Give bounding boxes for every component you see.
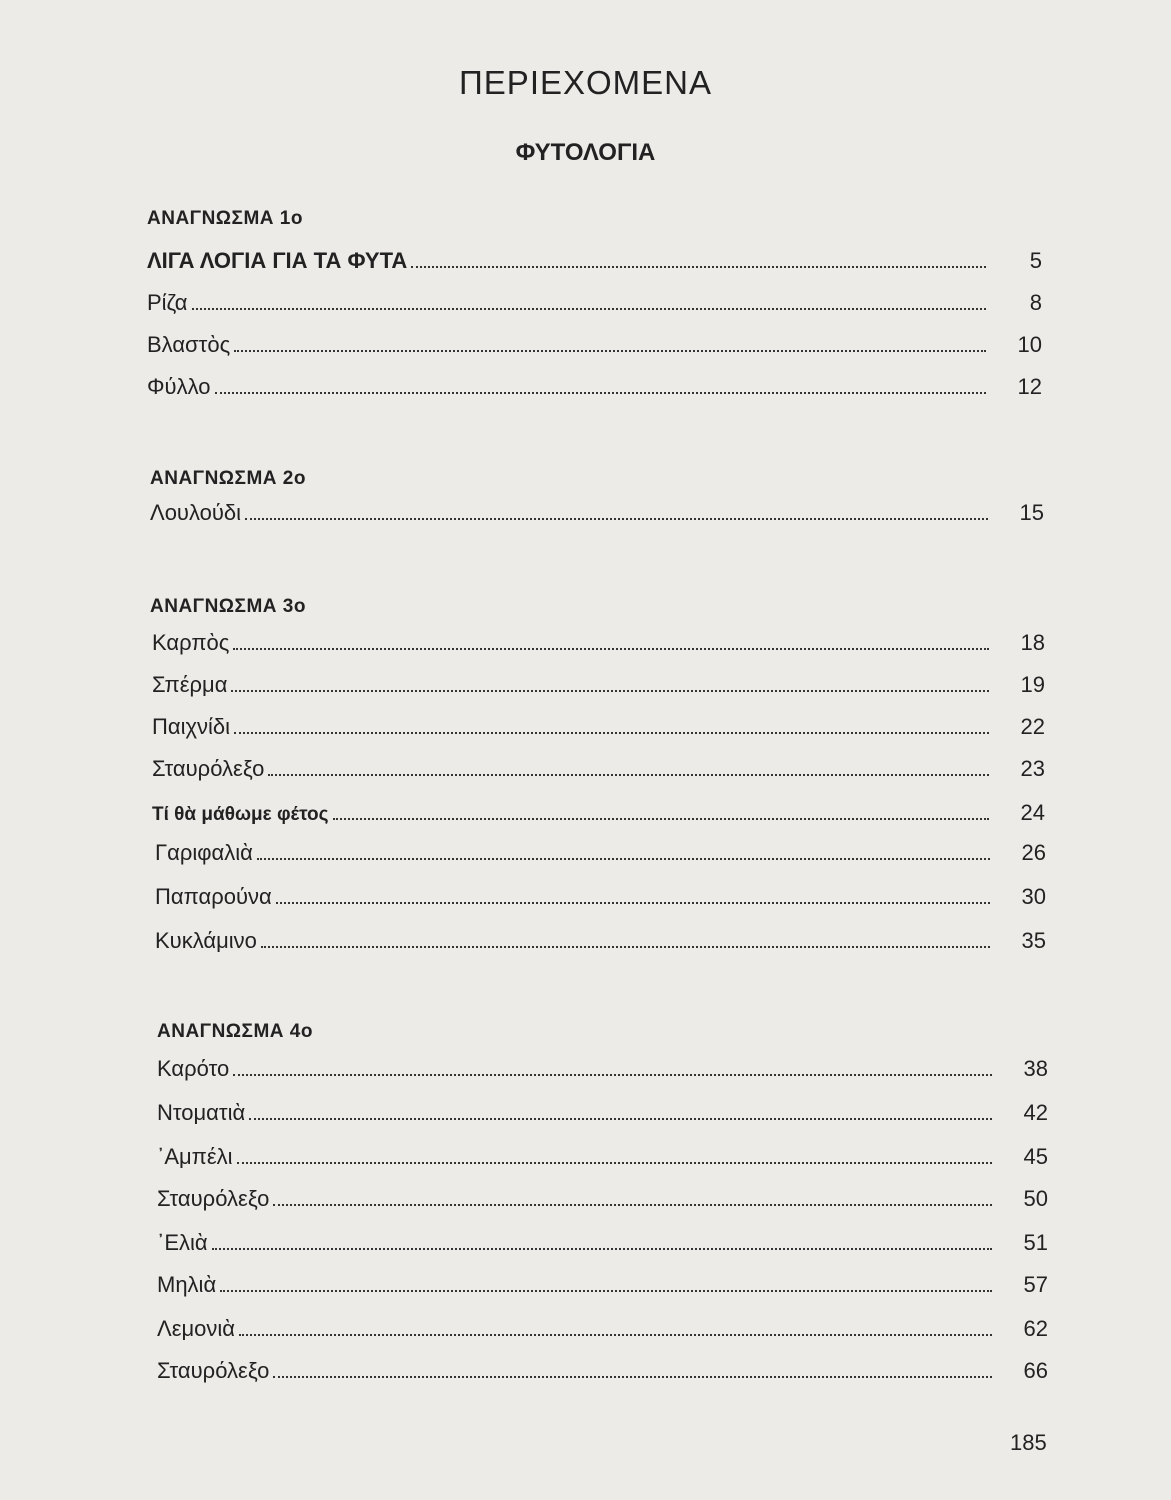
toc-entry-label: Σταυρόλεξο (157, 1358, 270, 1383)
toc-entry-label: Σταυρόλεξο (157, 1186, 270, 1211)
toc-entry-label: Σταυρόλεξο (152, 756, 265, 781)
leader-dots (249, 1118, 992, 1120)
toc-entry[interactable] (157, 1186, 1048, 1212)
leader-dots (234, 732, 989, 734)
page-subtitle: ΦΥΤΟΛΟΓΙΑ (515, 139, 656, 166)
toc-entry[interactable] (152, 672, 1045, 698)
toc-entry-label: ΛΙΓΑ ΛΟΓΙΑ ΓΙΑ ΤΑ ΦΥΤΑ (147, 248, 408, 273)
toc-entry[interactable] (157, 1056, 1048, 1082)
toc-entry[interactable] (152, 800, 1045, 826)
toc-entry[interactable] (150, 500, 1044, 526)
toc-entry-label: Λεμονιὰ (157, 1316, 236, 1341)
toc-entry-label: ᾿Αμπέλι (157, 1144, 233, 1169)
toc-entry-page: 24 (1020, 800, 1045, 825)
toc-entry-page: 30 (1021, 884, 1046, 909)
section-heading: ΑΝΑΓΝΩΣΜΑ 2ο (150, 468, 306, 489)
toc-entry-page: 45 (1023, 1144, 1048, 1169)
toc-entry-label: Παπαρούνα (155, 884, 272, 909)
leader-dots (231, 690, 989, 692)
toc-entry[interactable] (157, 1100, 1048, 1126)
toc-entry[interactable] (157, 1316, 1048, 1342)
toc-entry[interactable] (157, 1358, 1048, 1384)
leader-dots (245, 518, 988, 520)
leader-dots (215, 392, 987, 394)
toc-entry-page: 10 (1017, 332, 1042, 357)
toc-entry-page: 22 (1020, 714, 1045, 739)
toc-entry[interactable] (152, 714, 1045, 740)
toc-entry-label: Λουλούδι (150, 500, 242, 525)
toc-entry-page: 51 (1023, 1230, 1048, 1255)
leader-dots (273, 1376, 992, 1378)
toc-entry[interactable] (147, 248, 1042, 274)
leader-dots (220, 1290, 992, 1292)
leader-dots (192, 308, 986, 310)
toc-entry[interactable] (157, 1144, 1048, 1170)
section-heading: ΑΝΑΓΝΩΣΜΑ 4ο (157, 1021, 313, 1042)
leader-dots (261, 946, 990, 948)
section-heading: ΑΝΑΓΝΩΣΜΑ 1ο (147, 208, 303, 229)
leader-dots (239, 1334, 992, 1336)
leader-dots (237, 1162, 992, 1164)
toc-entry-page: 66 (1023, 1358, 1048, 1383)
toc-entry-label: Σπέρμα (152, 672, 228, 697)
toc-entry-page: 26 (1021, 840, 1046, 865)
leader-dots (333, 818, 989, 820)
toc-entry-page: 19 (1020, 672, 1045, 697)
toc-entry-label: Καρότο (157, 1056, 230, 1081)
toc-entry[interactable] (155, 928, 1046, 954)
toc-entry-label: Κυκλάμινο (155, 928, 257, 953)
leader-dots (234, 350, 986, 352)
leader-dots (276, 902, 990, 904)
toc-entry-page: 18 (1020, 630, 1045, 655)
section-heading: ΑΝΑΓΝΩΣΜΑ 3ο (150, 596, 306, 617)
leader-dots (268, 774, 989, 776)
leader-dots (212, 1248, 992, 1250)
toc-entry-label: Ντοματιὰ (157, 1100, 246, 1125)
toc-entry[interactable] (157, 1230, 1048, 1256)
page-title: ΠΕΡΙΕΧΟΜΕΝΑ (458, 64, 713, 101)
toc-entry-page: 62 (1023, 1316, 1048, 1341)
toc-entry-label: Μηλιὰ (157, 1272, 217, 1297)
toc-entry-page: 12 (1017, 374, 1042, 399)
toc-entry-page: 42 (1023, 1100, 1048, 1125)
toc-entry-page: 15 (1019, 500, 1044, 525)
toc-entry[interactable] (147, 290, 1042, 316)
toc-entry-page: 50 (1023, 1186, 1048, 1211)
toc-entry-label: Φύλλο (147, 374, 211, 399)
toc-entry-page: 23 (1020, 756, 1045, 781)
toc-entry-label: Γαριφαλιὰ (155, 840, 253, 865)
leader-dots (411, 266, 986, 268)
toc-entry-page: 5 (1029, 248, 1042, 273)
toc-entry[interactable] (147, 374, 1042, 400)
toc-entry-label: ᾿Ελιὰ (157, 1230, 208, 1255)
toc-entry[interactable] (155, 884, 1046, 910)
leader-dots (273, 1204, 992, 1206)
toc-entry-label: Τί θὰ μάθωμε φέτος (152, 804, 329, 825)
toc-entry[interactable] (147, 332, 1042, 358)
toc-entry[interactable] (152, 630, 1045, 656)
toc-entry[interactable] (152, 756, 1045, 782)
leader-dots (233, 1074, 992, 1076)
toc-entry-page: 38 (1023, 1056, 1048, 1081)
toc-entry-page: 8 (1029, 290, 1042, 315)
toc-entry-page: 57 (1023, 1272, 1048, 1297)
toc-entry[interactable] (155, 840, 1046, 866)
toc-entry-label: Καρπὸς (152, 630, 230, 655)
toc-entry-label: Ρίζα (147, 290, 188, 315)
toc-entry-label: Βλαστὸς (147, 332, 231, 357)
toc-entry-page: 35 (1021, 928, 1046, 953)
leader-dots (257, 858, 990, 860)
leader-dots (233, 648, 989, 650)
toc-entry-label: Παιχνίδι (152, 714, 231, 739)
page-number: 185 (1010, 1430, 1047, 1455)
toc-entry[interactable] (157, 1272, 1048, 1298)
